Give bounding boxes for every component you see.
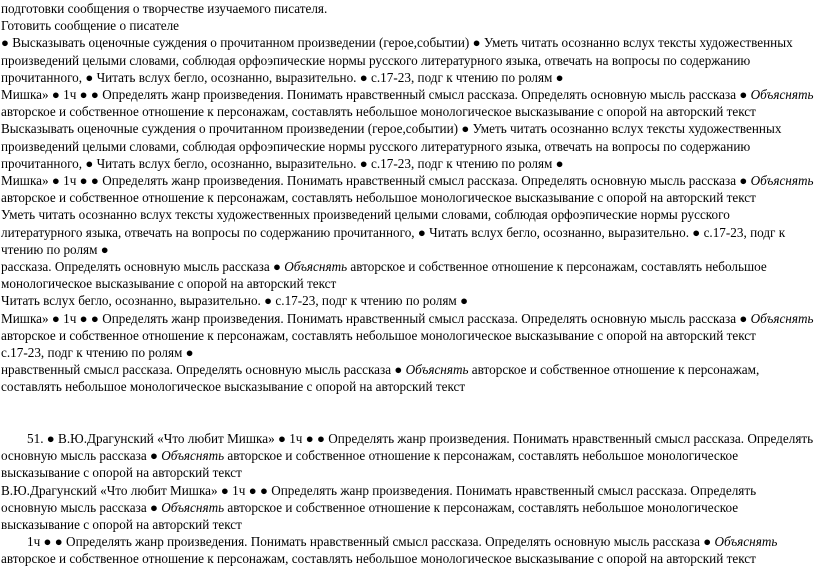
text-line: В.Ю.Драгунский «Что любит Мишка» ● 1ч ● ● Определять жанр произведения. Понимать нравственный смысл рассказа. Определять — [1, 482, 757, 498]
text-segment: авторское и собственное отношение к персонажам, составлять небольшое монологическое — [227, 448, 739, 464]
text-line: авторское и собственное отношение к персонажам, составлять небольшое монологическое высказывание с опорой на авторский текст — [1, 551, 756, 567]
text-segment: авторское и собственное отношение к персонажам, составлять небольшое монологическое — [227, 499, 739, 515]
text-line — [1, 533, 812, 550]
text-line: Читать вслух бегло, осознанно, выразительно. ● с.17-23, подг к чтению по ролям ● — [1, 293, 469, 309]
emphasis-text: Объяснять — [284, 259, 348, 275]
text-line: составлять небольшое монологическое высказывание с опорой на авторский текст — [1, 379, 466, 395]
text-line: высказывание с опорой на авторский текст — [1, 517, 242, 533]
text-line — [1, 258, 812, 275]
text-line — [1, 499, 812, 516]
text-line: произведений целыми словами, соблюдая орфоэпические нормы русского литературного языка, отвечать на вопросы по содержанию — [1, 138, 751, 154]
emphasis-text: Объяснять — [161, 499, 225, 515]
emphasis-text: Объяснять — [750, 310, 814, 326]
text-line: Готовить сообщение о писателе — [1, 18, 180, 34]
emphasis-text: Объяснять — [405, 362, 469, 378]
text-line: Высказывать оценочные суждения о прочитанном произведении (герое,событии) ● Уметь читать осознанно вслух тексты художественных — [1, 121, 782, 137]
paragraph-gap — [1, 396, 812, 430]
text-segment: Мишка» ● 1ч ● ● Определять жанр произведения. Понимать нравственный смысл рассказа. Определять основную мысль рассказа ● — [1, 310, 748, 326]
text-line: ● Высказывать оценочные суждения о прочитанном произведении (герое,событии) ● Уметь читать осознанно вслух тексты художественных — [1, 35, 793, 51]
text-line: монологическое высказывание с опорой на авторский текст — [1, 276, 337, 292]
text-segment: авторское и собственное отношение к персонажам, — [471, 362, 760, 378]
text-segment: основную мысль рассказа ● — [1, 499, 158, 515]
text-segment: нравственный смысл рассказа. Определять основную мысль рассказа ● — [1, 362, 403, 378]
text-line — [1, 172, 812, 189]
text-line: авторское и собственное отношение к персонажам, составлять небольшое монологическое высказывание с опорой на авторский текст — [1, 104, 756, 120]
text-line: литературного языка, отвечать на вопросы по содержанию прочитанного, ● Читать вслух бегло, осознанно, выразительно. ● с.17-23, подг к — [1, 224, 786, 240]
emphasis-text: Объяснять — [161, 448, 225, 464]
text-line: Уметь читать осознанно вслух тексты художественных произведений целыми словами, соблюдая орфоэпические нормы русского — [1, 207, 730, 223]
text-line: произведений целыми словами, соблюдая орфоэпические нормы русского литературного языка, отвечать на вопросы по содержанию — [1, 52, 751, 68]
text-line: прочитанного, ● Читать вслух бегло, осознанно, выразительно. ● с.17-23, подг к чтению по ролям ● — [1, 69, 564, 85]
text-segment: рассказа. Определять основную мысль рассказа ● — [1, 259, 281, 275]
text-line — [1, 86, 812, 103]
text-line — [1, 310, 812, 327]
text-segment: 1ч ● ● Определять жанр произведения. Понимать нравственный смысл рассказа. Определять основную мысль рассказа ● — [27, 534, 712, 550]
emphasis-text: Объяснять — [750, 87, 814, 103]
text-line: прочитанного, ● Читать вслух бегло, осознанно, выразительно. ● с.17-23, подг к чтению по ролям ● — [1, 155, 564, 171]
text-segment: Мишка» ● 1ч ● ● Определять жанр произведения. Понимать нравственный смысл рассказа. Определять основную мысль рассказа ● — [1, 87, 748, 103]
text-line: авторское и собственное отношение к персонажам, составлять небольшое монологическое высказывание с опорой на авторский текст — [1, 327, 756, 343]
text-line: чтению по ролям ● — [1, 241, 109, 257]
emphasis-text: Объяснять — [750, 173, 814, 189]
text-line: подготовки сообщения о творчестве изучаемого писателя. — [1, 1, 328, 16]
text-line: авторское и собственное отношение к персонажам, составлять небольшое монологическое высказывание с опорой на авторский текст — [1, 190, 756, 206]
text-segment: Мишка» ● 1ч ● ● Определять жанр произведения. Понимать нравственный смысл рассказа. Определять основную мысль рассказа ● — [1, 173, 748, 189]
text-line — [1, 361, 812, 378]
text-line — [1, 447, 812, 464]
emphasis-text: Объяснять — [714, 534, 778, 550]
text-line: с.17-23, подг к чтению по ролям ● — [1, 345, 194, 361]
text-line: высказывание с опорой на авторский текст — [1, 465, 242, 481]
text-line: 51. ● В.Ю.Драгунский «Что любит Мишка» ● 1ч ● ● Определять жанр произведения. Понимать нравственный смысл рассказа. Определять — [27, 431, 814, 447]
text-segment: авторское и собственное отношение к персонажам, составлять небольшое — [350, 259, 767, 275]
text-segment: основную мысль рассказа ● — [1, 448, 158, 464]
